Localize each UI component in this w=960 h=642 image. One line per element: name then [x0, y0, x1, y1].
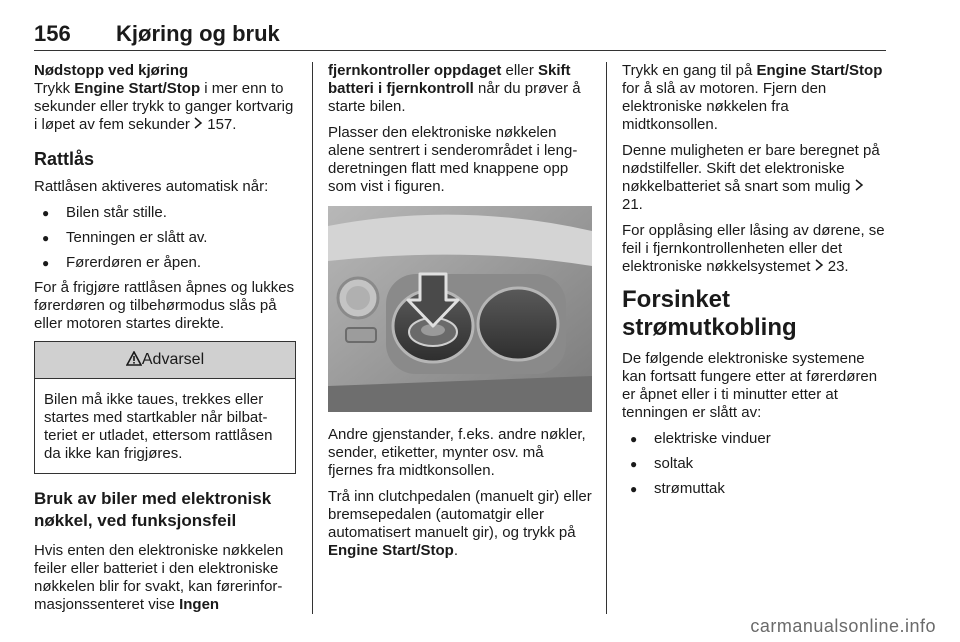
- column-divider: [312, 62, 313, 614]
- column-right: [622, 62, 888, 505]
- engine-start-stop-label: Engine Start/Stop: [756, 62, 883, 79]
- press-once-paragraph: Trykk en gang til på Engine Start/Stop for å slå av motoren. Fjern den elektroniske nøkkelen fra midtkonsollen.: [622, 62, 883, 133]
- continued-paragraph: fjernkontroller oppdaget eller Skift batteri i fjernkontroll når du prøver å starte bilen.: [328, 62, 581, 115]
- faulty-key-heading: Bruk av biler med elektronisk nøkkel, ved funksjonsfeil: [34, 489, 272, 530]
- warning-title: Advarsel: [141, 351, 205, 368]
- engine-start-stop-label: Engine Start/Stop: [74, 80, 201, 97]
- steering-lock-list: [34, 204, 296, 272]
- emergency-only-paragraph: Denne muligheten er bare beregnet på nødstilfeller. Skift det elektroniske nøkkelbatteriet så snart som mulig 21.: [622, 142, 880, 213]
- reference-arrow-icon: [194, 116, 203, 133]
- delayed-power-off-paragraph: De følgende elektroniske systemene kan fortsatt fungere etter at førerdøren er åpnet eller i ti minutter etter at tenningen er slått av:: [622, 350, 878, 421]
- column-left: [34, 62, 296, 622]
- column-divider: [606, 62, 607, 614]
- warning-triangle-icon: [126, 351, 142, 368]
- list-item: ● elektriske vinduer: [622, 430, 888, 448]
- chapter-title: Kjøring og bruk: [116, 21, 280, 46]
- center-console-figure: [328, 206, 592, 412]
- delayed-power-off-heading: Forsinket strømutkobling: [622, 286, 797, 341]
- list-item: ● Førerdøren er åpen.: [34, 254, 296, 272]
- page-number: 156: [34, 21, 71, 46]
- delayed-systems-list: [622, 430, 888, 498]
- press-pedal-paragraph: Trå inn clutchpedalen (manuelt gir) eller bremsepedalen (automatgir eller automatisert manuelt gir), og trykk på Engine Start/Stop.: [328, 488, 592, 559]
- engine-start-stop-label: Engine Start/Stop: [328, 542, 454, 559]
- page-header: [34, 20, 886, 51]
- steering-lock-intro: Rattlåsen aktiveres automatisk når:: [34, 178, 269, 195]
- place-key-paragraph: Plasser den elektroniske nøkkelen alene sentrert i senderområdet i lengderetningen flatt med knappene opp som vist i figuren.: [328, 124, 578, 195]
- faulty-key-paragraph: Hvis enten den elektroniske nøkkelen feiler eller batteriet i den elektroniske nøkkelen blir for svakt, kan førerinformasjonssenteret vise Ingen: [34, 542, 284, 613]
- unlock-paragraph: For opplåsing eller låsing av dørene, se feil i fjernkontrollenheten eller det elektroniske nøkkelsystemet 23.: [622, 222, 885, 275]
- emergency-stop-paragraph: Trykk Engine Start/Stop i mer enn to sekunder eller trykk to ganger kortvarig i løpet av fem sekunder 157.: [34, 80, 294, 133]
- warning-header: [35, 342, 295, 379]
- column-middle: [328, 62, 592, 568]
- watermark: carmanualsonline.info: [750, 616, 936, 636]
- list-item: ● Bilen står stille.: [34, 204, 296, 222]
- reference-arrow-icon: [855, 178, 864, 195]
- page-reference-link[interactable]: 21.: [622, 196, 643, 213]
- steering-lock-heading: Rattlås: [34, 149, 95, 169]
- list-item: ● strømuttak: [622, 480, 888, 498]
- no-remote-message-label: Ingen: [179, 596, 220, 613]
- list-item: ● Tenningen er slått av.: [34, 229, 296, 247]
- warning-box: [34, 341, 296, 474]
- remove-items-paragraph: Andre gjenstander, f.eks. andre nøkler, sender, etiketter, mynter osv. må fjernes fra midtkonsollen.: [328, 426, 586, 479]
- page-reference-link[interactable]: 23.: [827, 258, 849, 275]
- page-reference-link[interactable]: 157.: [207, 116, 237, 133]
- reference-arrow-icon: [815, 258, 824, 275]
- list-item: ● soltak: [622, 455, 888, 473]
- warning-text: Bilen må ikke taues, trekkes eller startes med startkabler når bilbatteriet er utladet, ettersom rattlåsen da ikke kan frigjøres.: [44, 391, 273, 462]
- release-lock-paragraph: For å frigjøre rattlåsen åpnes og lukkes førerdøren og tilbehørmodus slås på eller motoren startes direkte.: [34, 279, 295, 332]
- emergency-stop-heading: Nødstopp ved kjøring: [34, 62, 189, 79]
